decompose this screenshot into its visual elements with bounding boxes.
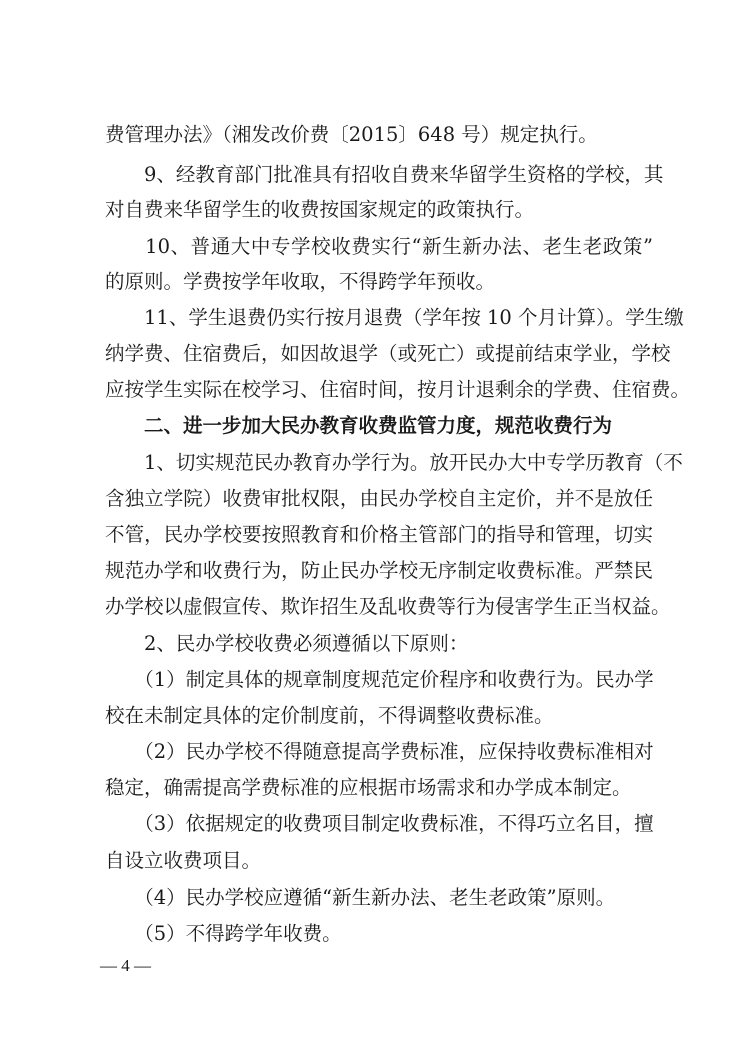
text-line: 不管，民办学校要按照教育和价格主管部门的指导和管理，切实 [105, 523, 653, 546]
text-line: （2）民办学校不得随意提高学费标准，应保持收费标准相对 [105, 740, 654, 763]
text-line: 稳定，确需提高学费标准的应根据市场需求和办学成本制定。 [105, 776, 632, 799]
text-line: 2、民办学校收费必须遵循以下原则： [105, 632, 469, 655]
text-line: 费管理办法》（湘发改价费〔2015〕648 号）规定执行。 [105, 123, 598, 146]
section-heading: 二、进一步加大民办教育收费监管力度，规范收费行为 [105, 414, 613, 437]
text-line: （3）依据规定的收费项目制定收费标准，不得巧立名目，擅 [105, 812, 654, 835]
text-line: （1）制定具体的规章制度规范定价程序和收费行为。民办学 [105, 668, 654, 691]
text-line: （4）民办学校应遵循“新生新办法、老生老政策”原则。 [105, 886, 616, 909]
text-line: 应按学生实际在校学习、住宿时间，按月计退剩余的学费、住宿费。 [105, 378, 691, 401]
text-line: 校在未制定具体的定价制度前，不得调整收费标准。 [105, 704, 554, 727]
text-line: 的原则。学费按学年收取，不得跨学年预收。 [105, 270, 496, 293]
text-line: 含独立学院）收费审批权限，由民办学校自主定价，并不是放任 [105, 487, 653, 510]
text-line: 对自费来华留学生的收费按国家规定的政策执行。 [105, 198, 535, 221]
text-line: 10、普通大中专学校收费实行“新生新办法、老生老政策” [105, 235, 653, 258]
text-line: （5）不得跨学年收费。 [105, 922, 342, 945]
text-line: 办学校以虚假宣传、欺诈招生及乱收费等行为侵害学生正当权益。 [105, 595, 671, 618]
text-line: 1、切实规范民办教育办学行为。放开民办大中专学历教育（不 [105, 451, 683, 474]
text-line: 9、经教育部门批准具有招收自费来华留学生资格的学校，其 [105, 163, 664, 186]
text-line: 纳学费、住宿费后，如因故退学（或死亡）或提前结束学业，学校 [105, 342, 671, 365]
text-line: 规范办学和收费行为，防止民办学校无序制定收费标准。严禁民 [105, 559, 653, 582]
text-line: 11、学生退费仍实行按月退费（学年按 10 个月计算）。学生缴 [105, 306, 684, 329]
page-number: — 4 — [100, 956, 151, 975]
text-line: 自设立收费项目。 [105, 849, 262, 872]
